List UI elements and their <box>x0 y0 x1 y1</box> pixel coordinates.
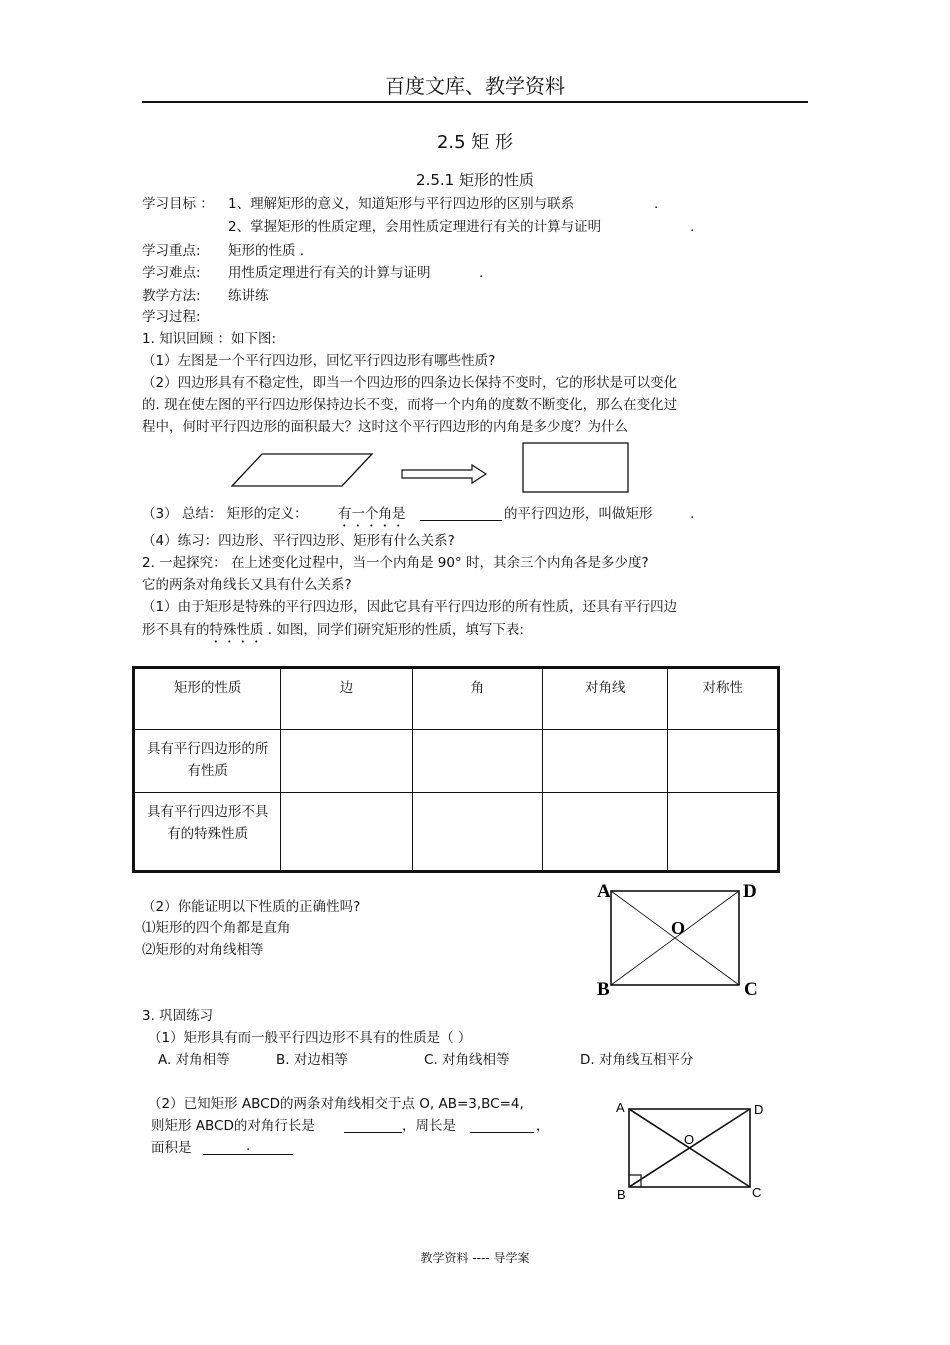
explore-p1-line2-dotted: 特殊性质 <box>209 622 264 638</box>
rectangle-shape <box>523 443 628 492</box>
table-cell-empty <box>412 730 542 793</box>
practice-heading: 3. 巩固练习 <box>142 1008 214 1024</box>
table-header-diagonal: 对角线 <box>543 668 668 730</box>
explore-p1-line2 <box>142 620 524 646</box>
shape-transform-figure <box>228 440 628 500</box>
figure1-label-c: C <box>744 979 758 1000</box>
table-row1-label: 具有平行四边形的所有性质 <box>134 730 281 793</box>
goals-label: 学习目标 ： <box>142 196 214 212</box>
table-header-symmetry: 对称性 <box>668 668 779 730</box>
table-cell-empty <box>281 793 412 872</box>
practice-q2-line3-b: . <box>246 1138 251 1154</box>
goal-item-1-dot: . <box>654 196 659 212</box>
header-rule <box>142 101 808 103</box>
rectangle-figure-2 <box>612 1096 782 1206</box>
table-cell-empty <box>668 793 779 872</box>
review-q3-suffix: 的平行四边形，叫做矩形 <box>504 506 653 522</box>
figure1-label-o: O <box>671 918 686 938</box>
difficulty-dot: . <box>479 265 484 281</box>
table-header-side: 边 <box>281 668 412 730</box>
goal-item-2: 2、掌握矩形的性质定理，会用性质定理进行有关的计算与证明 <box>228 219 602 235</box>
table-header-property: 矩形的性质 <box>134 668 281 730</box>
option-c: C. 对角线相等 <box>424 1052 510 1068</box>
diagonal-blank <box>344 1118 402 1133</box>
difficulty-label: 学习难点: <box>142 265 201 281</box>
key-point-text: 矩形的性质 . <box>228 243 305 259</box>
option-a: A. 对角相等 <box>158 1052 230 1068</box>
right-arrow-icon <box>402 465 486 483</box>
difficulty-text: 用性质定理进行有关的计算与证明 <box>228 265 431 281</box>
method-text: 练讲练 <box>228 288 269 304</box>
table-cell-empty <box>668 730 779 793</box>
proof-question: （2）你能证明以下性质的正确性吗? <box>142 899 361 915</box>
practice-q2-line2-comma: ， <box>536 1118 550 1134</box>
figure2-label-a: A <box>616 1100 625 1115</box>
figure2-label-c: C <box>752 1185 762 1200</box>
option-d: D. 对角线互相平分 <box>580 1052 694 1068</box>
practice-q2-line1: （2）已知矩形 ABCD的两条对角线相交于点 O, AB=3,BC=4, <box>148 1096 524 1112</box>
review-q2-line2: 的. 现在使左图的平行四边形保持边长不变，而将一个内角的度数不断变化，那么在变化过 <box>142 397 678 413</box>
practice-q2-line2-a: 则矩形 ABCD的对角行长是 <box>151 1118 315 1134</box>
figure2-label-b: B <box>617 1187 626 1202</box>
rectangle-figure-1 <box>595 879 765 999</box>
review-q1: （1）左图是一个平行四边形，回忆平行四边形有哪些性质? <box>142 353 496 369</box>
proof-item-1: ⑴矩形的四个角都是直角 <box>142 920 291 936</box>
key-point-label: 学习重点: <box>142 243 201 259</box>
practice-q1: （1）矩形具有而一般平行四边形不具有的性质是（ ） <box>148 1030 472 1046</box>
figure1-label-b: B <box>597 979 610 1000</box>
review-q3-dotted: 有一个角是 <box>338 506 406 522</box>
chapter-title: 2.5 矩 形 <box>436 132 514 153</box>
figure1-label-d: D <box>743 881 757 902</box>
section-title: 2.5.1 矩形的性质 <box>416 171 534 189</box>
practice-q2-line3-a: 面积是 <box>151 1140 192 1156</box>
practice-q2-line2-b: ，周长是 <box>402 1118 456 1134</box>
goal-item-1: 1、理解矩形的意义，知道矩形与平行四边形的区别与联系 <box>228 196 575 212</box>
review-heading: 1. 知识回顾 ：如下图: <box>142 331 277 347</box>
method-label: 教学方法: <box>142 288 201 304</box>
goal-item-2-dot: . <box>690 219 695 235</box>
proof-item-2: ⑵矩形的对角线相等 <box>142 942 264 958</box>
table-header-angle: 角 <box>412 668 542 730</box>
table-cell-empty <box>281 730 412 793</box>
page-footer: 教学资料 ---- 导学案 <box>420 1251 530 1265</box>
figure1-label-a: A <box>597 881 611 902</box>
review-q3-dot: . <box>690 506 695 522</box>
properties-table <box>132 666 780 873</box>
explore-p1-line2-b: . 如图，同学们研究矩形的性质，填写下表: <box>263 622 524 638</box>
table-cell-empty <box>543 793 668 872</box>
explore-heading-line1: 2. 一起探究： 在上述变化过程中，当一个内角是 90° 时，其余三个内角各是多少度? <box>142 555 649 571</box>
option-b: B. 对边相等 <box>276 1052 348 1068</box>
review-q2-line3: 程中，何时平行四边形的面积最大？这时这个平行四边形的内角是多少度？为什么 <box>142 419 628 435</box>
explore-heading-line2: 它的两条对角线长又具有什么关系? <box>142 577 352 593</box>
perimeter-blank <box>470 1118 534 1133</box>
figure2-label-d: D <box>754 1102 764 1117</box>
explore-p1-line2-a: 形不具有的 <box>142 622 210 638</box>
process-label: 学习过程: <box>142 309 201 325</box>
figure2-label-o: O <box>684 1132 695 1147</box>
review-q4: （4）练习：四边形、平行四边形、矩形有什么关系? <box>142 533 455 549</box>
definition-blank <box>420 506 502 521</box>
explore-p1-line1: （1）由于矩形是特殊的平行四边形，因此它具有平行四边形的所有性质，还具有平行四边 <box>142 599 678 615</box>
header-title: 百度文库、教学资料 <box>385 74 565 98</box>
table-row2-label: 具有平行四边形不具有的特殊性质 <box>134 793 281 872</box>
review-q3-prefix: （3） 总结： 矩形的定义： <box>142 506 308 522</box>
table-cell-empty <box>412 793 542 872</box>
table-cell-empty <box>543 730 668 793</box>
parallelogram-shape <box>232 454 372 486</box>
review-q2-line1: （2）四边形具有不稳定性，即当一个四边形的四条边长保持不变时，它的形状是可以变化 <box>142 375 678 391</box>
